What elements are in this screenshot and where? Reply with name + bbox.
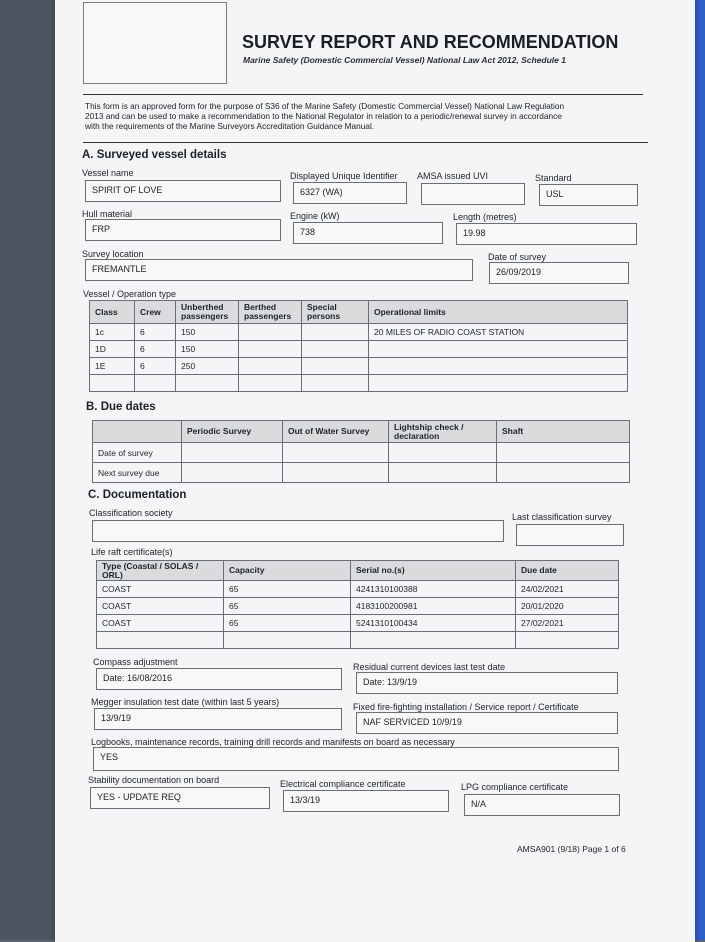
- op-type-label: Vessel / Operation type: [83, 289, 177, 299]
- section-a-heading: A. Surveyed vessel details: [82, 149, 227, 161]
- due-row-label: Date of survey: [93, 443, 182, 463]
- due-cell[interactable]: [497, 463, 630, 483]
- section-b-heading: B. Due dates: [86, 401, 156, 413]
- due-cell[interactable]: [497, 443, 630, 463]
- op-cell[interactable]: 6: [135, 324, 176, 341]
- standard-field[interactable]: USL: [539, 184, 638, 206]
- op-cell[interactable]: [90, 375, 135, 392]
- due-header-out-of-water: Out of Water Survey: [283, 421, 389, 443]
- length-field[interactable]: 19.98: [456, 223, 637, 245]
- form-page: [55, 0, 695, 942]
- liferaft-cell[interactable]: 4183100200981: [351, 598, 516, 615]
- length-label: Length (metres): [453, 212, 517, 222]
- table-row: [90, 341, 628, 358]
- intro-text: [85, 101, 564, 131]
- liferaft-cell[interactable]: 65: [224, 598, 351, 615]
- lpg-field[interactable]: N/A: [464, 794, 620, 816]
- liferaft-label: Life raft certificate(s): [91, 547, 173, 557]
- vessel-name-field[interactable]: SPIRIT OF LOVE: [85, 180, 281, 202]
- due-cell[interactable]: [389, 443, 497, 463]
- table-row: [97, 598, 619, 615]
- liferaft-cell[interactable]: 27/02/2021: [516, 615, 619, 632]
- compass-field[interactable]: Date: 16/08/2016: [96, 668, 342, 690]
- table-row: [90, 375, 628, 392]
- rcd-label: Residual current devices last test date: [353, 662, 506, 672]
- liferaft-header-capacity: Capacity: [224, 561, 351, 581]
- liferaft-cell[interactable]: 5241310100434: [351, 615, 516, 632]
- op-header-berthed: Berthed passengers: [239, 301, 302, 324]
- intro-line-2: 2013 and can be used to make a recommendation to the National Regulator in relation to a periodic/renewal survey in accordance: [85, 111, 562, 121]
- electrical-field[interactable]: 13/3/19: [283, 790, 449, 812]
- table-row: [93, 463, 630, 483]
- op-cell[interactable]: [302, 375, 369, 392]
- vessel-name-label: Vessel name: [82, 168, 134, 178]
- op-cell[interactable]: [302, 324, 369, 341]
- liferaft-cell[interactable]: COAST: [97, 598, 224, 615]
- lpg-label: LPG compliance certificate: [461, 782, 569, 792]
- due-cell[interactable]: [389, 463, 497, 483]
- stability-label: Stability documentation on board: [88, 775, 220, 785]
- table-row: [97, 581, 619, 598]
- op-cell[interactable]: 150: [176, 324, 239, 341]
- uid-field[interactable]: 6327 (WA): [293, 182, 407, 204]
- due-header-shaft: Shaft: [497, 421, 630, 443]
- liferaft-cell[interactable]: [351, 632, 516, 649]
- due-row-label: Next survey due: [93, 463, 182, 483]
- liferaft-cell[interactable]: 65: [224, 615, 351, 632]
- intro-line-1: This form is an approved form for the purpose of S36 of the Marine Safety (Domestic Commercial Vessel) National Law Regulation: [85, 101, 565, 111]
- liferaft-cell[interactable]: [516, 632, 619, 649]
- due-header-lightship: Lightship check / declaration: [389, 421, 497, 443]
- op-cell[interactable]: 150: [176, 341, 239, 358]
- op-cell[interactable]: [239, 341, 302, 358]
- op-header-unberthed: Unberthed passengers: [176, 301, 239, 324]
- table-row: [97, 615, 619, 632]
- form-subtitle: Marine Safety (Domestic Commercial Vessel) National Law Act 2012, Schedule 1: [243, 55, 566, 65]
- engine-label: Engine (kW): [290, 211, 340, 221]
- liferaft-header-due: Due date: [516, 561, 619, 581]
- liferaft-cell[interactable]: 20/01/2020: [516, 598, 619, 615]
- fire-label: Fixed fire-fighting installation / Service report / Certificate: [353, 702, 579, 712]
- location-label: Survey location: [82, 249, 144, 259]
- op-header-crew: Crew: [135, 301, 176, 324]
- op-cell[interactable]: [239, 324, 302, 341]
- op-cell[interactable]: 1D: [90, 341, 135, 358]
- due-cell[interactable]: [283, 443, 389, 463]
- rcd-field[interactable]: Date: 13/9/19: [356, 672, 618, 694]
- table-row: [97, 632, 619, 649]
- electrical-label: Electrical compliance certificate: [280, 779, 406, 789]
- intro-line-3: with the requirements of the Marine Surveyors Accreditation Guidance Manual.: [85, 121, 375, 131]
- op-header-class: Class: [90, 301, 135, 324]
- class-society-field[interactable]: [92, 520, 504, 542]
- due-header-periodic: Periodic Survey: [182, 421, 283, 443]
- rule-top: [83, 94, 643, 95]
- op-cell[interactable]: 20 MILES OF RADIO COAST STATION: [369, 324, 628, 341]
- due-dates-table: [92, 420, 630, 483]
- op-cell[interactable]: 250: [176, 358, 239, 375]
- op-header-limits: Operational limits: [369, 301, 628, 324]
- op-cell[interactable]: [302, 358, 369, 375]
- table-row: [90, 358, 628, 375]
- last-class-label: Last classification survey: [512, 512, 612, 522]
- uid-label: Displayed Unique Identifier: [290, 171, 398, 181]
- compass-label: Compass adjustment: [93, 657, 178, 667]
- engine-field[interactable]: 738: [293, 222, 443, 244]
- op-cell[interactable]: [369, 341, 628, 358]
- date-label: Date of survey: [488, 252, 547, 262]
- due-cell[interactable]: [283, 463, 389, 483]
- uvi-field[interactable]: [421, 183, 525, 205]
- liferaft-cell[interactable]: 4241310100388: [351, 581, 516, 598]
- due-header-blank: [93, 421, 182, 443]
- last-class-field[interactable]: [516, 524, 624, 546]
- operation-table: [89, 300, 628, 392]
- liferaft-header-type: Type (Coastal / SOLAS / ORL): [97, 561, 224, 581]
- op-cell[interactable]: [239, 358, 302, 375]
- standard-label: Standard: [535, 173, 572, 183]
- megger-label: Megger insulation test date (within last 5 years): [91, 697, 280, 707]
- op-cell[interactable]: [135, 375, 176, 392]
- megger-field[interactable]: 13/9/19: [94, 708, 342, 730]
- logo-box: [83, 2, 227, 84]
- hull-label: Hull material: [82, 209, 133, 219]
- logbooks-field[interactable]: YES: [93, 747, 619, 771]
- liferaft-cell[interactable]: [224, 632, 351, 649]
- liferaft-table: [96, 560, 619, 649]
- location-field[interactable]: FREMANTLE: [85, 259, 473, 281]
- op-header-special: Special persons: [302, 301, 369, 324]
- op-cell[interactable]: [239, 375, 302, 392]
- liferaft-cell[interactable]: [97, 632, 224, 649]
- form-title: SURVEY REPORT AND RECOMMENDATION: [242, 32, 619, 52]
- logbooks-label: Logbooks, maintenance records, training drill records and manifests on board as necessary: [91, 737, 455, 747]
- hull-field[interactable]: FRP: [85, 219, 281, 241]
- op-cell[interactable]: 1c: [90, 324, 135, 341]
- rule-mid: [83, 142, 648, 143]
- op-cell[interactable]: [369, 358, 628, 375]
- op-cell[interactable]: [176, 375, 239, 392]
- footer-code: AMSA901 (9/18) Page 1 of 6: [517, 844, 626, 854]
- op-cell[interactable]: [369, 375, 628, 392]
- stability-field[interactable]: YES - UPDATE REQ: [90, 787, 270, 809]
- date-field[interactable]: 26/09/2019: [489, 262, 629, 284]
- liferaft-cell[interactable]: COAST: [97, 581, 224, 598]
- liferaft-cell[interactable]: COAST: [97, 615, 224, 632]
- liferaft-cell[interactable]: 24/02/2021: [516, 581, 619, 598]
- liferaft-header-serial: Serial no.(s): [351, 561, 516, 581]
- op-cell[interactable]: 1E: [90, 358, 135, 375]
- liferaft-cell[interactable]: 65: [224, 581, 351, 598]
- fire-field[interactable]: NAF SERVICED 10/9/19: [356, 712, 618, 734]
- op-cell[interactable]: 6: [135, 341, 176, 358]
- due-cell[interactable]: [182, 463, 283, 483]
- uvi-label: AMSA issued UVI: [417, 171, 489, 181]
- table-row: [90, 324, 628, 341]
- class-society-label: Classification society: [89, 508, 173, 518]
- table-row: [93, 443, 630, 463]
- op-cell[interactable]: 6: [135, 358, 176, 375]
- section-c-heading: C. Documentation: [88, 489, 187, 501]
- op-cell[interactable]: [302, 341, 369, 358]
- due-cell[interactable]: [182, 443, 283, 463]
